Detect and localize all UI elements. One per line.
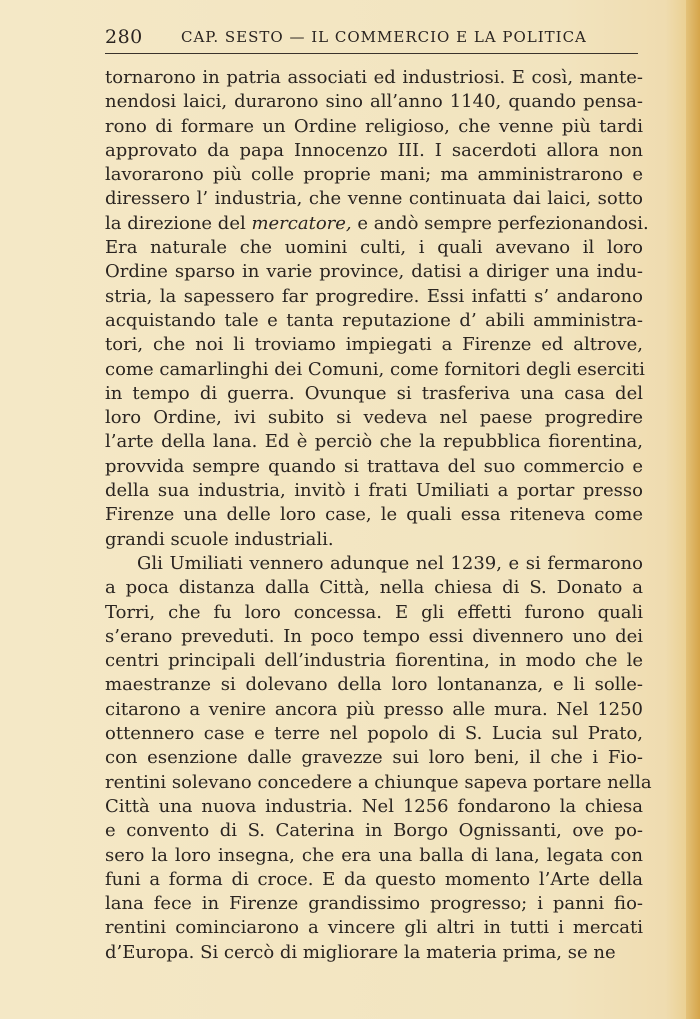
text-line: loro Ordine, ivi subito si vedeva nel paese progredire: [105, 407, 643, 429]
text-line: citarono a venire ancora più presso alle mura. Nel 1250: [105, 698, 643, 720]
text-line: s’erano preveduti. In poco tempo essi divennero uno dei: [105, 625, 643, 647]
text-line: centri principali dell’industria fiorentina, in modo che le: [105, 650, 643, 672]
running-head: CAP. SESTO — IL COMMERCIO E LA POLITICA: [181, 28, 587, 46]
text-line: lavorarono più colle proprie mani; ma amministrarono e: [105, 164, 643, 186]
text-line: diressero l’ industria, che venne continuata dai laici, sotto: [105, 188, 643, 210]
text-line: approvato da papa Innocenzo III. I sacerdoti allora non: [105, 139, 643, 161]
text-line: con esenzione dalle gravezze sui loro beni, il che i Fio-: [105, 747, 643, 769]
text-line: Firenze una delle loro case, le quali essa riteneva come: [105, 504, 643, 526]
text-line: e convento di S. Caterina in Borgo Ognissanti, ove po-: [105, 820, 643, 842]
text-line: rentini cominciarono a vincere gli altri in tutti i mercati: [105, 917, 643, 939]
text-line: Torri, che fu loro concessa. E gli effetti furono quali: [105, 601, 643, 623]
text-line: rono di formare un Ordine religioso, che venne più tardi: [105, 115, 643, 137]
text-line: rentini solevano concedere a chiunque sapeva portare nella: [105, 771, 652, 793]
text-line: funi a forma di croce. E da questo momento l’Arte della: [105, 868, 643, 890]
text-line: provvida sempre quando si trattava del suo commercio e: [105, 455, 643, 477]
text-line: acquistando tale e tanta reputazione d’ abili amministra-: [105, 309, 643, 331]
body-text: [105, 66, 652, 965]
text-line: in tempo di guerra. Ovunque si trasferiva una casa del: [105, 382, 643, 404]
text-line: grandi scuole industriali.: [105, 528, 334, 550]
text-line: Città una nuova industria. Nel 1256 fondarono la chiesa: [105, 795, 643, 817]
text-line: a poca distanza dalla Città, nella chiesa di S. Donato a: [105, 577, 643, 599]
text-line: d’Europa. Si cercò di migliorare la materia prima, se ne: [105, 941, 616, 963]
text-line: la direzione del mercatore, e andò sempre perfezionandosi.: [105, 212, 649, 234]
text-line: l’arte della lana. Ed è perciò che la repubblica fiorentina,: [105, 431, 643, 453]
page-edge: [686, 0, 700, 1019]
page-header: [105, 26, 645, 50]
text-line: come camarlinghi dei Comuni, come fornitori degli eserciti: [105, 358, 645, 380]
text-line: ottennero case e terre nel popolo di S. Lucia sul Prato,: [105, 723, 643, 745]
text-line: nendosi laici, durarono sino all’anno 1140, quando pensa-: [105, 91, 643, 113]
header-rule: [105, 53, 638, 54]
text-line: maestranze si dolevano della loro lontananza, e li solle-: [105, 674, 643, 696]
text-line: Ordine sparso in varie province, datisi a diriger una indu-: [105, 261, 643, 283]
text-line: Era naturale che uomini culti, i quali avevano il loro: [105, 237, 643, 259]
text-line: della sua industria, invitò i frati Umiliati a portar presso: [105, 480, 643, 502]
italic-term: mercatore,: [251, 212, 352, 234]
page-number: 280: [105, 26, 143, 48]
text-line: stria, la sapessero far progredire. Essi infatti s’ andarono: [105, 285, 643, 307]
text-line: tori, che noi li troviamo impiegati a Firenze ed altrove,: [105, 334, 643, 356]
text-line: Gli Umiliati vennero adunque nel 1239, e si fermarono: [137, 552, 643, 574]
text-line: tornarono in patria associati ed industriosi. E così, mante-: [105, 67, 643, 88]
text-line: sero la loro insegna, che era una balla di lana, legata con: [105, 844, 643, 866]
text-line: lana fece in Firenze grandissimo progresso; i panni fio-: [105, 893, 643, 915]
